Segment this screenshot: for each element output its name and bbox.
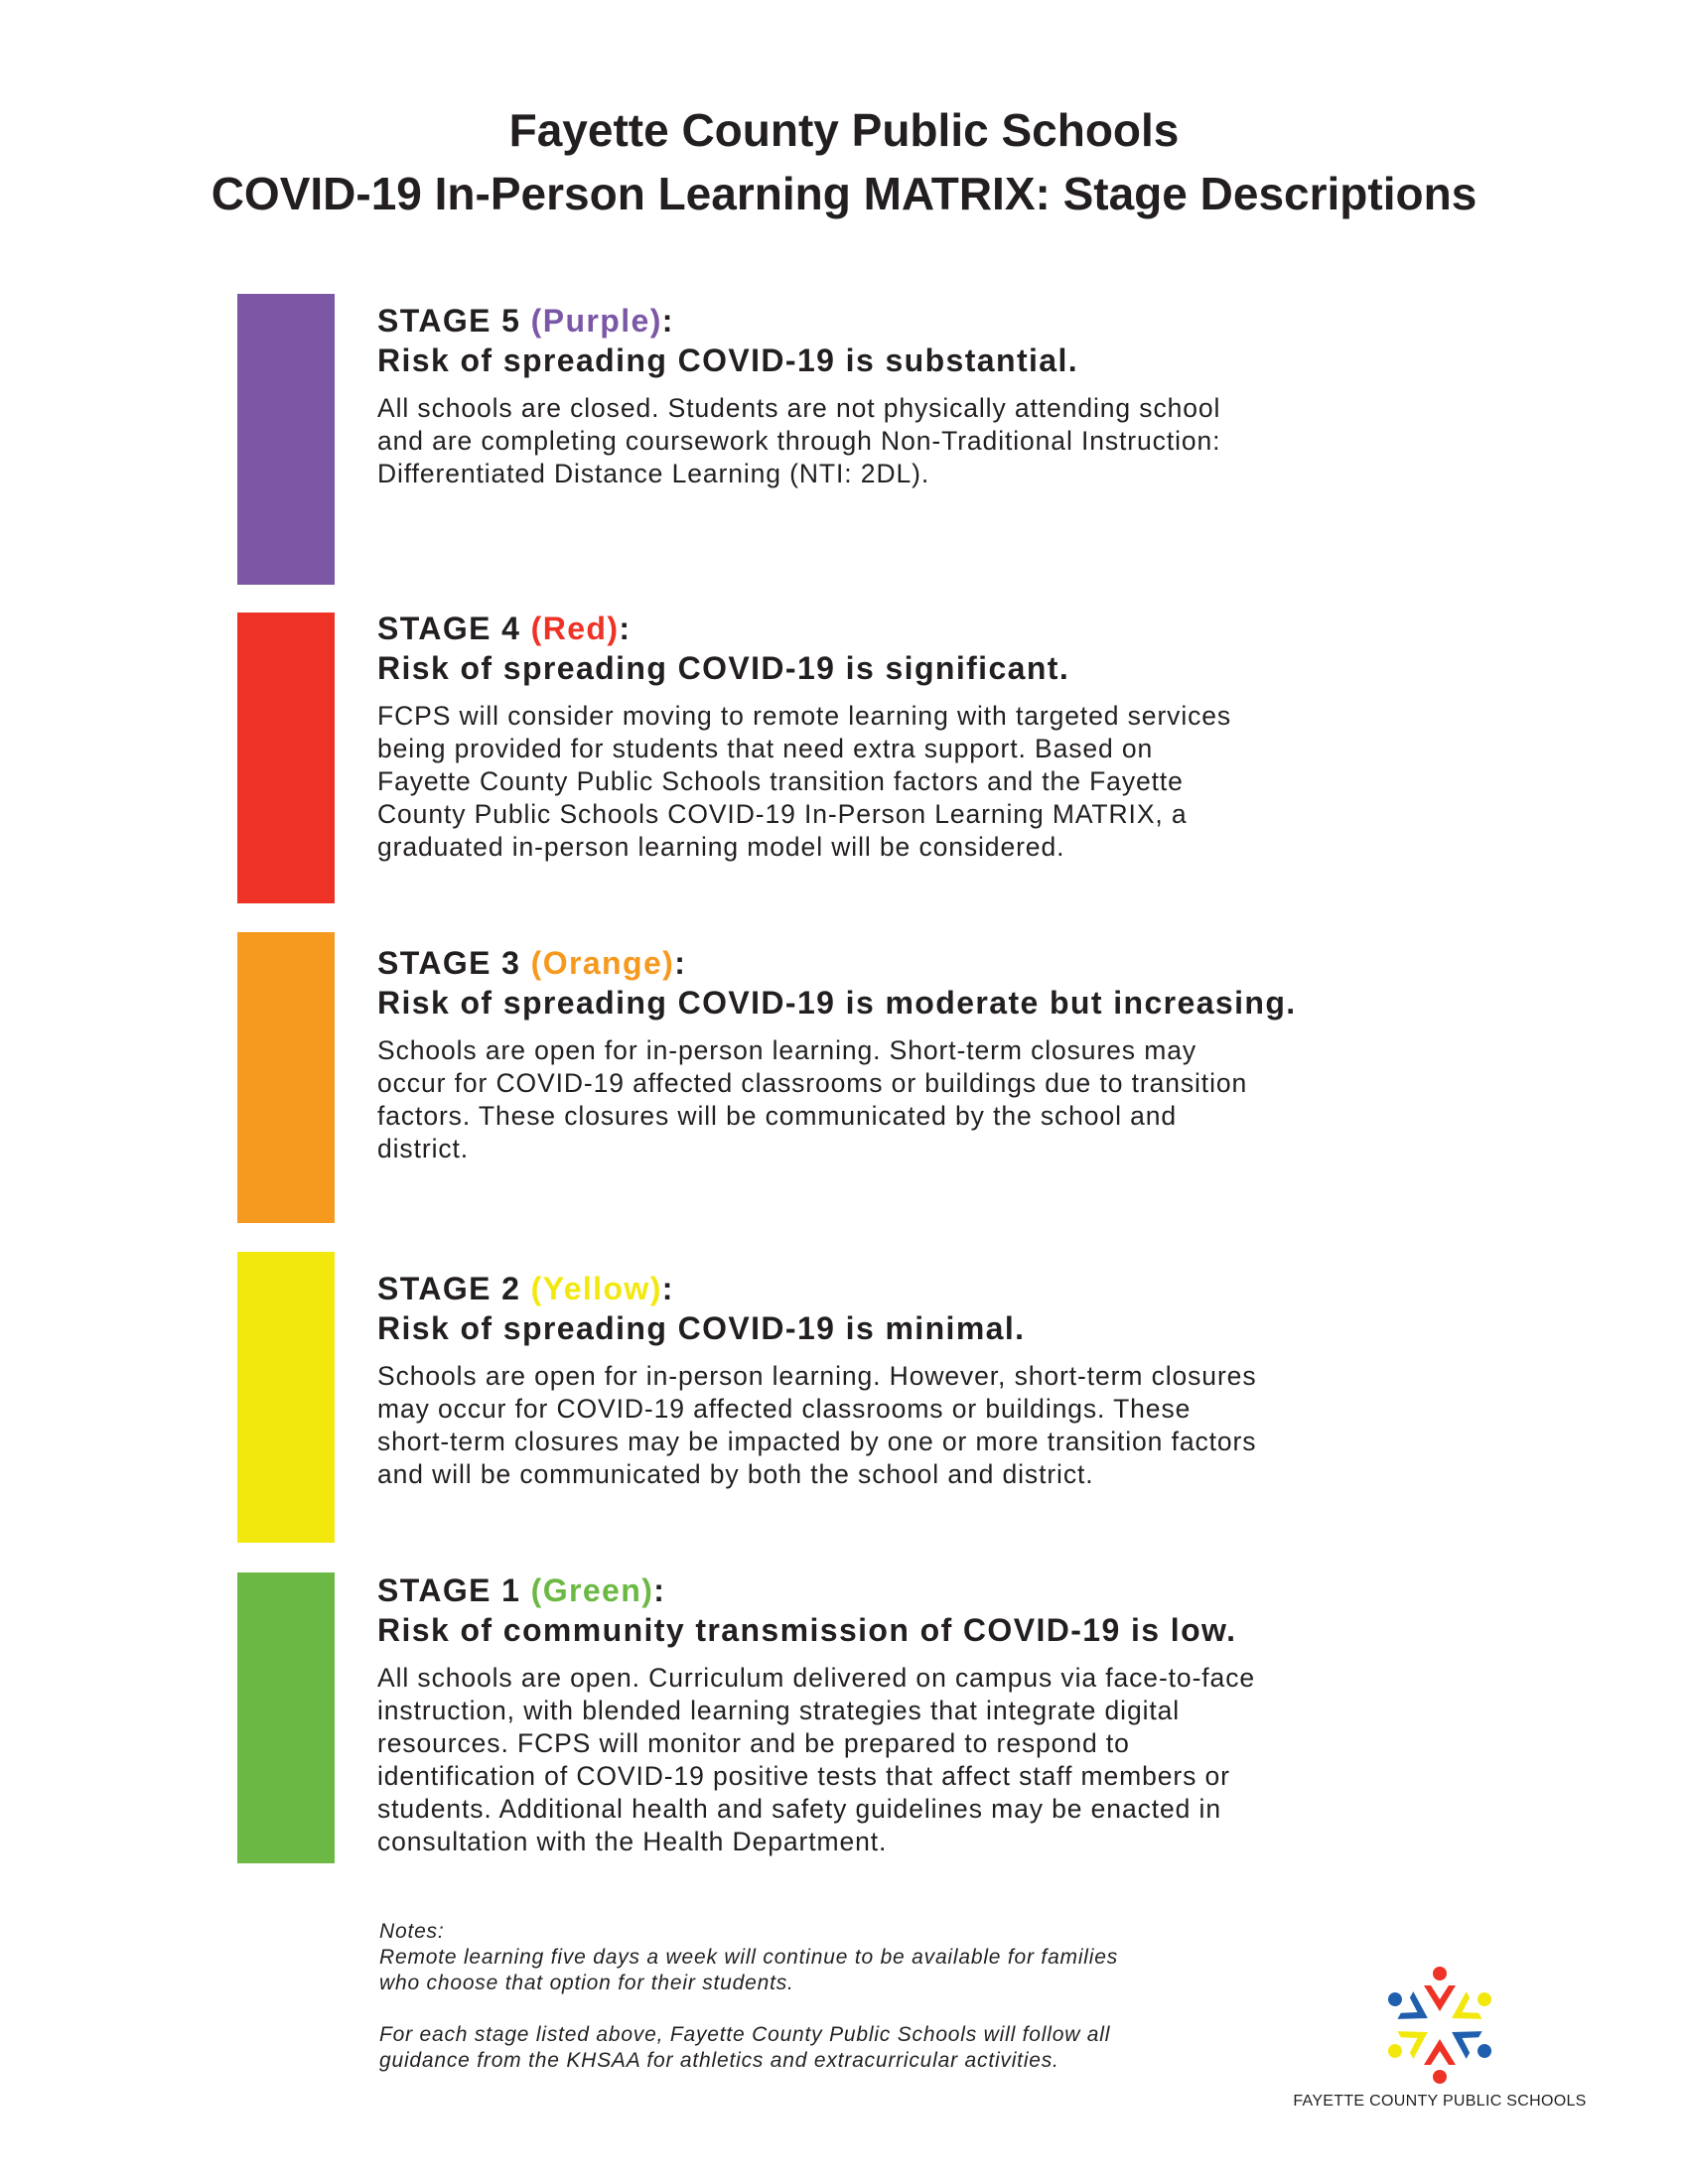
logo-figure [1424,2039,1456,2084]
logo-figure [1424,1967,1456,2011]
stage-2-heading [377,1269,1370,1308]
stage-3-heading [377,943,1370,983]
stage-3-description: Schools are open for in-person learning. Short-term closures may occur for COVID-19 affected classrooms or buildings due to transition factors. These closures will be communicated by the school and district. [377,1035,1248,1163]
stage-1-text [377,1570,1370,1858]
stage-suffix: : [674,945,687,981]
stage-5-text [377,301,1370,490]
stage-1-heading [377,1570,1370,1610]
stage-2-color-bar [237,1252,335,1543]
stage-suffix: : [661,303,674,339]
note-khsaa: For each stage listed above, Fayette County Public Schools will follow all guidance from the KHSAA for athletics and extracurricular activities. [379,2023,1111,2072]
stage-label: STAGE 3 [377,945,521,981]
stage-color-name: (Green) [530,1572,654,1608]
stage-label: STAGE 1 [377,1572,521,1608]
notes-spacer [379,1996,1273,2022]
title-matrix: COVID-19 In-Person Learning MATRIX: Stage Descriptions [211,168,1477,219]
stage-4-text [377,609,1370,864]
stage-label: STAGE 4 [377,611,521,646]
title-district: Fayette County Public Schools [508,104,1180,156]
stage-5-risk: Risk of spreading COVID-19 is substantial. [377,342,1079,378]
notes-heading: Notes: [379,1920,445,1943]
stage-color-name: (Purple) [530,303,662,339]
stage-label: STAGE 2 [377,1271,521,1306]
fcps-people-star-logo-icon [1370,1956,1509,2095]
stage-3-color-bar [237,932,335,1223]
stage-color-name: (Yellow) [530,1271,662,1306]
stage-1-risk: Risk of community transmission of COVID-19 is low. [377,1612,1237,1648]
stage-3-risk: Risk of spreading COVID-19 is moderate but increasing. [377,985,1297,1021]
stage-4-color-bar [237,613,335,903]
stage-color-name: (Orange) [530,945,675,981]
stage-1-color-bar [237,1572,335,1863]
stage-4-risk: Risk of spreading COVID-19 is significant. [377,650,1070,686]
stage-3-text [377,943,1370,1165]
stage-5-color-bar [237,294,335,585]
notes-section [379,1919,1273,2074]
stage-2-risk: Risk of spreading COVID-19 is minimal. [377,1310,1026,1346]
stage-4-heading [377,609,1370,648]
note-remote-learning: Remote learning five days a week will continue to be available for families who choose that option for their students. [379,1946,1119,1994]
stage-5-description: All schools are closed. Students are not physically attending school and are completing coursework through Non-Traditional Instruction: Differentiated Distance Learning (NTI: 2DL). [377,393,1221,488]
stage-2-description: Schools are open for in-person learning. However, short-term closures may occur for COVID-19 affected classrooms or buildings. These short-term closures may be impacted by one or more transition factors and will be communicated by both the school and district. [377,1361,1257,1489]
stage-4-description: FCPS will consider moving to remote learning with targeted services being provided for students that need extra support. Based on Fayette County Public Schools transition factors and the Fayette County Public Schools COVID-19 In-Person Learning MATRIX, a graduated in-person learning model will be considered. [377,701,1232,862]
stage-1-description: All schools are open. Curriculum delivered on campus via face-to-face instruction, with blended learning strategies that integrate digital resources. FCPS will monitor and be prepared to respond to identification of COVID-19 positive tests that affect staff members or students. Additional health and safety guidelines may be enacted in consultation with the Health Department. [377,1663,1255,1856]
logo-caption: FAYETTE COUNTY PUBLIC SCHOOLS [1293,2093,1587,2110]
stage-2-text [377,1269,1370,1491]
stage-label: STAGE 5 [377,303,521,339]
stage-color-name: (Red) [530,611,620,646]
stage-suffix: : [661,1271,674,1306]
stage-suffix: : [619,611,632,646]
stage-suffix: : [653,1572,666,1608]
stage-5-heading [377,301,1370,341]
